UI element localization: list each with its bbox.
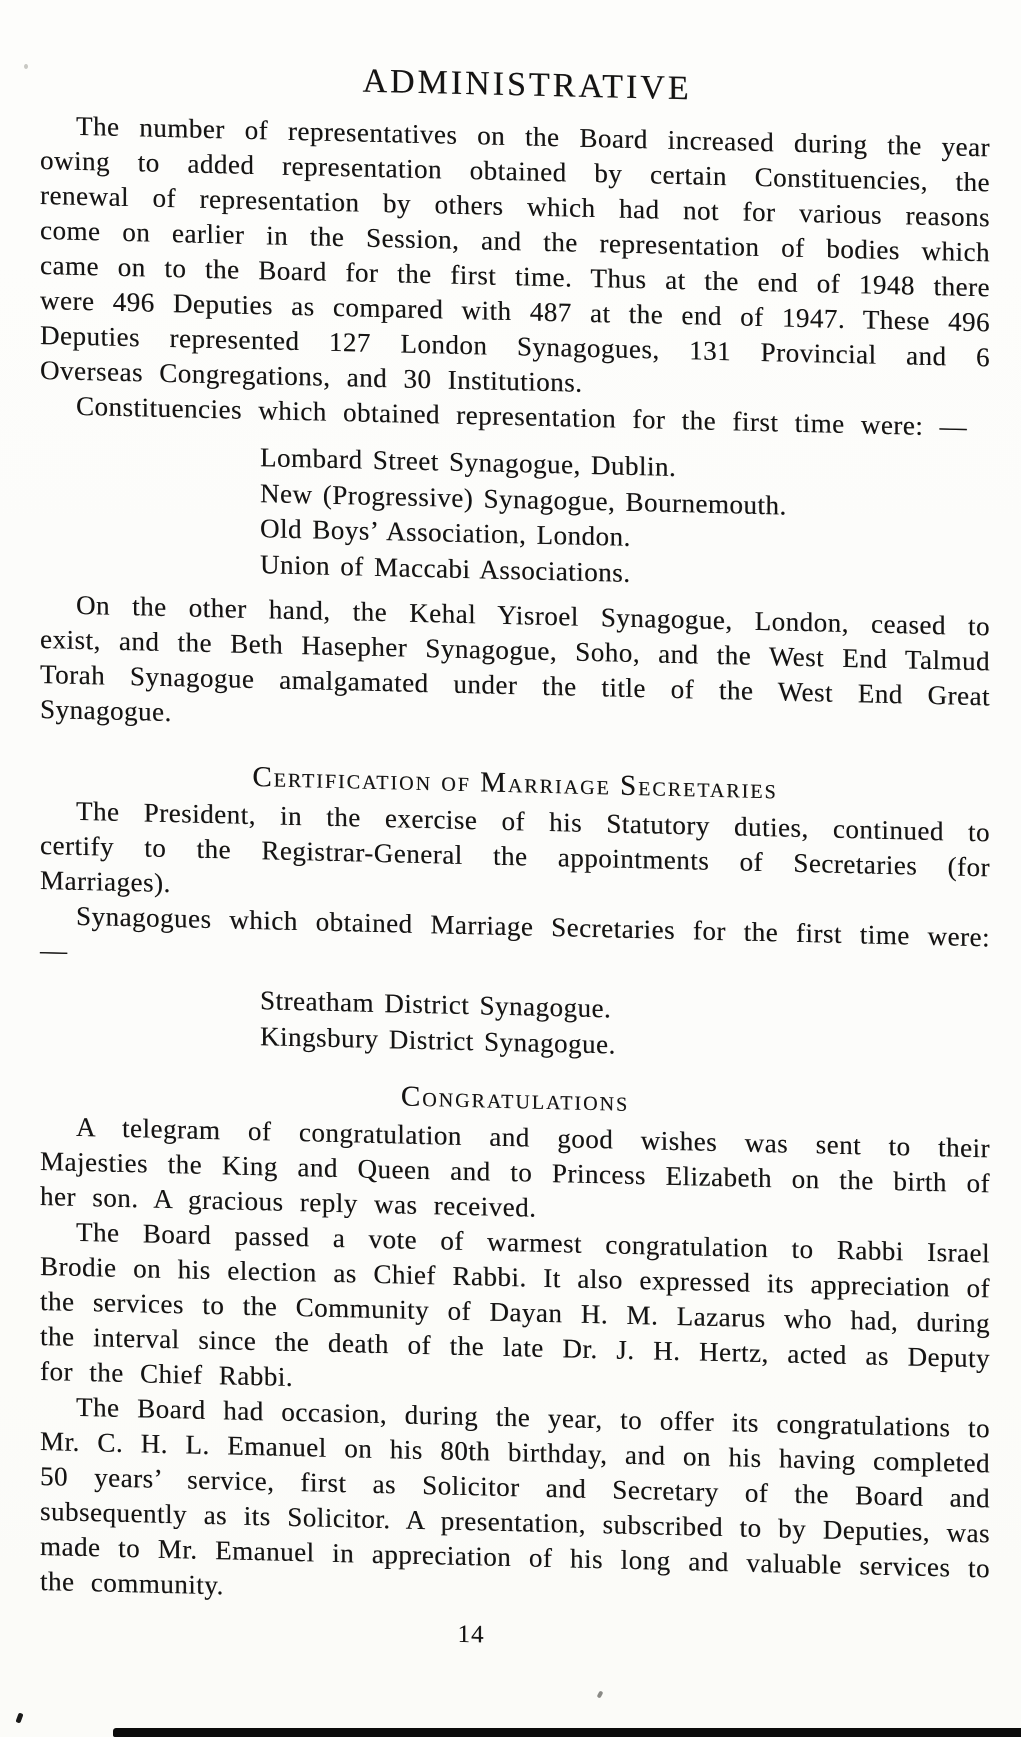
congratulations-paragraph-emanuel: The Board had occasion, during the year, to offer its congratulations to Mr. C. H. L. Emanuel on his 80th birthday, and on his having completed 50 years’ service, first as Solicitor and Secretary of the Board and subsequently as its Solicitor. A presentation, subscribed to by Deputies, was made to Mr. Emanuel in appreciation of his long and valuable services to the community. bbox=[40, 1391, 990, 1601]
page-number: 14 bbox=[457, 1620, 485, 1649]
list-item: Streatham District Synagogue. bbox=[260, 985, 612, 1024]
section-heading-certification: Certification of Marriage Secretaries bbox=[252, 761, 778, 806]
list-item: Lombard Street Synagogue, Dublin. bbox=[260, 442, 677, 482]
list-item: Kingsbury District Synagogue. bbox=[260, 1020, 616, 1060]
list-item: Union of Maccabi Associations. bbox=[260, 548, 631, 588]
page-content bbox=[40, 0, 990, 1661]
page-title: ADMINISTRATIVE bbox=[362, 62, 692, 108]
congratulations-paragraph-telegram: A telegram of congratulation and good wishes was sent to their Majesties the King and Queen and to Princess Elizabeth on the birth of her son. A gracious reply was received. bbox=[40, 1111, 990, 1223]
intro-paragraph-representatives: The number of representatives on the Board increased during the year owing to added representation obtained by certain Constituencies, the renewal of representation by others which had not for various reasons come on earlier in the Session, and the representation of bodies which came on to the Board for the first time. Thus at the end of 1948 there were 496 Deputies as compared with 487 at the end of 1947. These 496 Deputies represented 127 London Synagogues, 131 Provincial and 6 Overseas Congregations, and 30 Institutions. bbox=[40, 110, 990, 398]
scan-edge-bar bbox=[113, 1728, 1021, 1737]
congratulations-paragraph-chief-rabbi: The Board passed a vote of warmest congratulation to Rabbi Israel Brodie on his election as Chief Rabbi. It also expressed its appreciation of the services to the Community of Dayan H. M. Lazarus who had, during the interval since the death of the late Dr. J. H. Hertz, acted as Deputy for the Chief Rabbi. bbox=[40, 1216, 990, 1392]
ink-speck bbox=[597, 1690, 604, 1698]
constituency-list bbox=[40, 435, 990, 599]
marriage-secretary-list bbox=[40, 978, 990, 1071]
list-item: Old Boys’ Association, London. bbox=[260, 513, 631, 552]
certification-paragraph-synagogues-lead: Synagogues which obtained Marriage Secretaries for the first time were: — bbox=[40, 900, 990, 966]
ink-speck bbox=[15, 1712, 23, 1723]
intro-paragraph-constituencies-lead: Constituencies which obtained representation for the first time were: — bbox=[76, 390, 968, 442]
section-heading-congratulations: Congratulations bbox=[400, 1080, 630, 1118]
list-item: New (Progressive) Synagogue, Bournemouth. bbox=[260, 477, 787, 521]
intro-paragraph-amalgamation: On the other hand, the Kehal Yisroel Synagogue, London, ceased to exist, and the Beth Hasepher Synagogue, Soho, and the West End Talmud Torah Synagogue amalgamated under the title of the West End Great Synagogue. bbox=[40, 589, 990, 728]
certification-paragraph-president: The President, in the exercise of his Statutory duties, continued to certify to the Registrar-General the appointments of Secretaries (for Marriages). bbox=[40, 795, 990, 899]
ink-speck bbox=[24, 64, 28, 69]
